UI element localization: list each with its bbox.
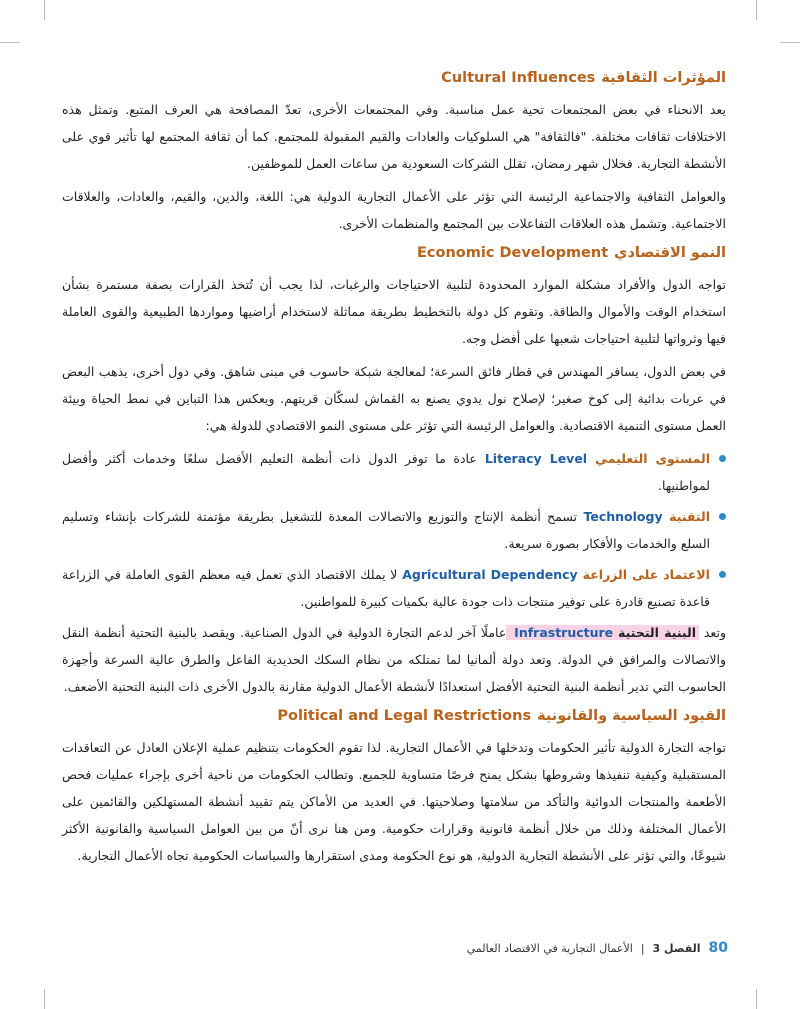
- term: [477, 451, 710, 466]
- term-ar: البنية التحتية: [618, 625, 697, 640]
- paragraph: تواجه الدول والأفراد مشكلة الموارد المحدودة لتلبية الاحتياجات والرغبات، لذا يجب أن تُتخذ القرارات بصفة مستمرة بشأن استخدام الوقت والأموال والطاقة. وتقوم كل دولة بالتخطيط بطريقة مماثلة لاستخدام أراضيها ومواردها الطبيعية والقوى العاملة فيها وثرواتها لتلبية احتياجات شعبها على أفضل وجه.: [62, 277, 726, 346]
- page-footer: [62, 940, 728, 956]
- section-heading: [62, 70, 726, 86]
- text: عاملًا آخر لدعم التجارة الدولية في الدول الصناعية. ويقصد بالبنية التحتية أنظمة النقل والاتصالات والمرافق في الدولة. وتعد دولة ألمانيا لما تمتلكه من نظام السكك الحديدية الفاعل والطرق عالية السرعة وأجهزة الحاسوب التي تدير أنظمة البنية التحتية الأفضل استعدادًا لأنشطة الأعمال الدولية مقارنة بالدول الأخرى ذات البنية التحتية الأضعف.: [62, 625, 726, 694]
- term-en: Agricultural Dependency: [402, 567, 578, 582]
- bullet-icon: [719, 513, 726, 520]
- paragraph: تواجه التجارة الدولية تأثير الحكومات وتدخلها في الأعمال التجارية. لذا تقوم الحكومات بتنظيم عملية الإعلان العادل عن التعاقدات المستقبلية وكيفية تنفيذها وشروطها بشكل يمنح فرصًا متساوية للجميع. وتطالب الحكومات من ناحية أخرى بإجراء عمليات فحص الأطعمة والمنتجات الدوائية والتأكد من سلامتها وصلاحيتها. في العديد من الأماكن يتم تقييد أنشطة المستهلكين والقائمين على الأعمال المختلفة وذلك من خلال أنظمة قانونية وقرارات حكومية. ومن هنا نرى أنّ من بين العوامل السياسية والقانونية الأكثر شيوعًا، والتي تؤثر على الأنشطة التجارية الدولية، هو نوع الحكومة ومدى استقرارها والسياسات الحكومية تجاه الأعمال التجارية.: [62, 740, 726, 863]
- chapter-label: الفصل 3: [652, 942, 701, 955]
- heading-ar: المؤثرات الثقافية: [601, 70, 726, 86]
- page-content: [62, 70, 726, 877]
- section-economic: [62, 245, 726, 700]
- chapter-title: الأعمال التجارية في الاقتصاد العالمي: [466, 942, 633, 955]
- term-en: Technology: [583, 509, 663, 524]
- crop-mark: [0, 42, 20, 43]
- section-heading: [62, 708, 726, 724]
- crop-mark: [44, 0, 45, 20]
- paragraph: والعوامل الثقافية والاجتماعية الرئيسة التي تؤثر على الأعمال التجارية الدولية هي: اللغة، والدين، والقيم، والعادات، والعلاقات الاجتماعية. وتشمل هذه العلاقات التفاعلات بين المجتمع والمنظمات الأخرى.: [62, 189, 726, 231]
- crop-mark: [756, 0, 757, 20]
- item-text: لا يملك الاقتصاد الذي تعمل فيه معظم القوى العاملة في الزراعة قاعدة تصنيع قادرة على توفير منتجات ذات جودة عالية بكميات كبيرة للمواطنين.: [62, 567, 710, 609]
- list-item: [62, 561, 726, 615]
- text: وتعد: [703, 625, 726, 640]
- paragraph: [62, 619, 726, 700]
- page-number: 80: [708, 940, 728, 956]
- heading-en: Cultural Influences: [441, 70, 596, 86]
- highlighted-term: [506, 625, 699, 640]
- heading-en: Political and Legal Restrictions: [277, 708, 532, 724]
- section-political: [62, 708, 726, 869]
- crop-mark: [44, 989, 45, 1009]
- term-ar: الاعتماد على الزراعة: [582, 567, 710, 582]
- heading-ar: القيود السياسية والقانونية: [537, 708, 726, 724]
- item-text: عادة ما توفر الدول ذات أنظمة التعليم الأفضل سلعًا وخدمات أكثر وأفضل لمواطنيها.: [62, 451, 710, 493]
- paragraph: يعد الانحناء في بعض المجتمعات تحية عمل مناسبة. وفي المجتمعات الأخرى، تعدّ المصافحة هي العرف المتبع. وتمثل هذه الاختلافات ثقافات مختلفة. "فالثقافة" هي السلوكيات والعادات والقيم المقبولة للمجتمع. كما أن ثقافة المجتمع لها تأثير قوي على الأنشطة التجارية. فخلال شهر رمضان، تقلل الشركات السعودية من ساعات العمل للموظفين.: [62, 102, 726, 171]
- section-cultural: [62, 70, 726, 237]
- list-item: [62, 445, 726, 499]
- factor-list: [62, 445, 726, 615]
- bullet-icon: [719, 571, 726, 578]
- list-item: [62, 503, 726, 557]
- term: [397, 567, 710, 582]
- item-text: تسمح أنظمة الإنتاج والتوزيع والاتصالات المعدة للتشغيل بطريقة مؤتمتة للشركات بإنشاء وتسليم السلع والخدمات والأفكار بصورة سريعة.: [62, 509, 710, 551]
- term-ar: التقنية: [669, 509, 711, 524]
- separator: |: [640, 942, 645, 955]
- term-en: Infrastructure: [514, 625, 614, 640]
- term-en: Literacy Level: [484, 451, 588, 466]
- section-heading: [62, 245, 726, 261]
- heading-en: Economic Development: [417, 245, 609, 261]
- crop-mark: [780, 42, 800, 43]
- term: [577, 509, 710, 524]
- bullet-icon: [719, 455, 726, 462]
- crop-mark: [756, 989, 757, 1009]
- term-ar: المستوى التعليمي: [595, 451, 710, 466]
- heading-ar: النمو الاقتصادي: [614, 245, 726, 261]
- paragraph: في بعض الدول، يسافر المهندس في قطار فائق السرعة؛ لمعالجة شبكة حاسوب في مبنى شاهق. وفي دول أخرى، يذهب البعض في عربات بدائية إلى كوخ صغير؛ لإصلاح نول يدوي يصنع به القماش لسكّان قريتهم. ويعكس هذا التباين في نمط الحياة وبيئة العمل مستوى التنمية الاقتصادية. والعوامل الرئيسة التي تؤثر على مستوى النمو الاقتصادي للدولة هي:: [62, 364, 726, 433]
